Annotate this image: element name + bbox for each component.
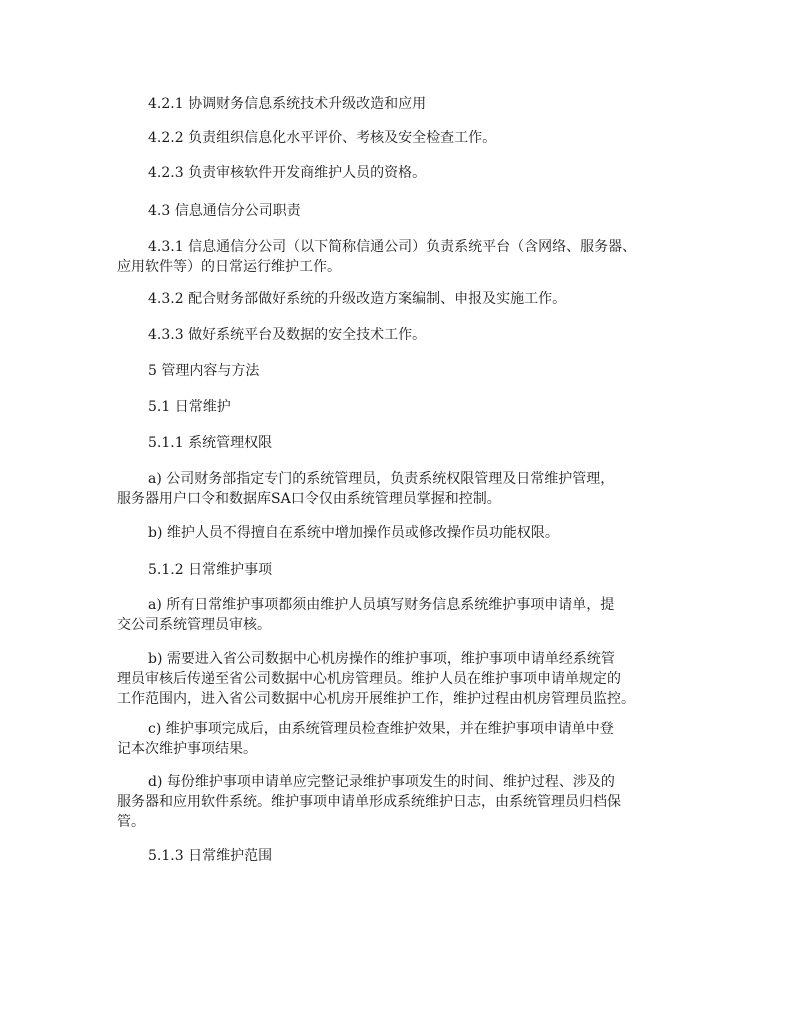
paragraph-line: 服务器和应用软件系统。维护事项申请单形成系统维护日志，由系统管理员归档保 xyxy=(117,794,621,810)
paragraph-line: c) 维护事项完成后，由系统管理员检查维护效果，并在维护事项申请单中登 xyxy=(148,721,614,737)
paragraph-line: d) 每份维护事项申请单应完整记录维护事项发生的时间、维护过程、涉及的 xyxy=(148,774,615,790)
paragraph-4-3-2 xyxy=(117,289,677,309)
paragraph-line: 5.1 日常维护 xyxy=(148,399,231,415)
paragraph-5-1-1-a xyxy=(117,469,677,509)
paragraph-4-2-1 xyxy=(117,94,677,114)
paragraph-line: 5.1.1 系统管理权限 xyxy=(148,435,273,451)
section-heading-5 xyxy=(117,361,677,381)
paragraph-line: 4.2.3 负责审核软件开发商维护人员的资格。 xyxy=(148,165,427,181)
paragraph-line: b) 维护人员不得擅自在系统中增加操作员或修改操作员功能权限。 xyxy=(148,525,559,541)
paragraph-line: 4.3.3 做好系统平台及数据的安全技术工作。 xyxy=(148,327,427,343)
paragraph-line: a) 公司财务部指定专门的系统管理员，负责系统权限管理及日常维护管理， xyxy=(148,471,615,487)
paragraph-line: 4.2.1 协调财务信息系统技术升级改造和应用 xyxy=(148,96,427,112)
paragraph-line: 理员审核后传递至省公司数据中心机房管理员。维护人员在维护事项申请单规定的 xyxy=(117,671,621,687)
section-heading-5-1-3 xyxy=(117,846,677,866)
paragraph-line: 4.2.2 负责组织信息化水平评价、考核及安全检查工作。 xyxy=(148,130,497,146)
paragraph-5-1-2-c xyxy=(117,719,677,759)
paragraph-4-3-3 xyxy=(117,325,677,345)
paragraph-line: 服务器用户口令和数据库SA口令仅由系统管理员掌握和控制。 xyxy=(117,491,501,507)
section-heading-5-1-2 xyxy=(117,560,677,580)
paragraph-line: 记本次维护事项结果。 xyxy=(117,741,257,757)
paragraph-line: 应用软件等）的日常运行维护工作。 xyxy=(117,259,341,275)
paragraph-4-2-2 xyxy=(117,128,677,148)
paragraph-line: 5 管理内容与方法 xyxy=(148,363,260,379)
paragraph-line: b) 需要进入省公司数据中心机房操作的维护事项，维护事项申请单经系统管 xyxy=(148,651,615,667)
paragraph-line: 工作范围内，进入省公司数据中心机房开展维护工作，维护过程由机房管理员监控。 xyxy=(117,691,635,707)
section-heading-5-1-1 xyxy=(117,433,677,453)
paragraph-5-1-2-a xyxy=(117,595,677,635)
section-heading-5-1 xyxy=(117,397,677,417)
paragraph-5-1-1-b xyxy=(117,523,677,543)
section-heading-4-3 xyxy=(117,201,677,221)
paragraph-line: 5.1.3 日常维护范围 xyxy=(148,848,273,864)
paragraph-line: a) 所有日常维护事项都须由维护人员填写财务信息系统维护事项申请单，提 xyxy=(148,597,615,613)
paragraph-line: 5.1.2 日常维护事项 xyxy=(148,562,273,578)
paragraph-line: 交公司系统管理员审核。 xyxy=(117,617,271,633)
paragraph-4-3-1 xyxy=(117,237,677,277)
paragraph-line: 4.3 信息通信分公司职责 xyxy=(148,203,301,219)
paragraph-line: 4.3.2 配合财务部做好系统的升级改造方案编制、申报及实施工作。 xyxy=(148,291,567,307)
paragraph-line: 4.3.1 信息通信分公司（以下简称信通公司）负责系统平台（含网络、服务器、 xyxy=(148,239,637,255)
paragraph-5-1-2-b xyxy=(117,649,677,709)
paragraph-4-2-3 xyxy=(117,163,677,183)
paragraph-5-1-2-d xyxy=(117,772,677,832)
paragraph-line: 管。 xyxy=(117,814,145,830)
